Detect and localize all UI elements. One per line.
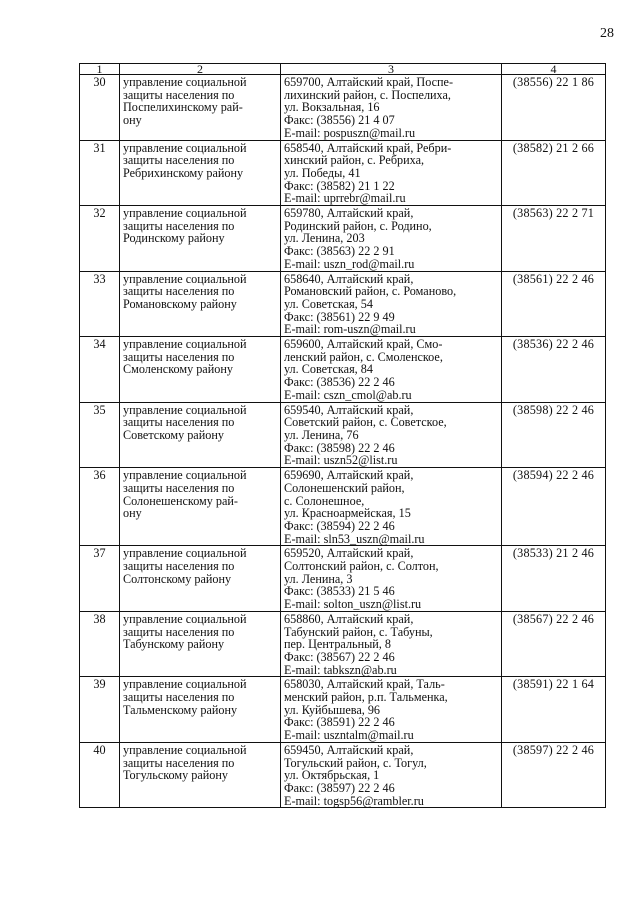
fax-line: Факс: (38597) 22 2 46: [284, 780, 395, 795]
address-line: 658540, Алтайский край, Ребри-: [284, 140, 452, 155]
office-name-line: управление социальной: [123, 611, 247, 626]
phone-cell: (38563) 22 2 71: [502, 206, 606, 272]
table-header-row: [80, 64, 606, 75]
office-name-line: Ребрихинскому району: [123, 165, 244, 180]
row-number: 38: [80, 611, 120, 677]
address-cell: [281, 546, 502, 612]
row-number: 30: [80, 75, 120, 141]
office-name-line: защиты населения по: [123, 153, 235, 168]
phone-cell: (38591) 22 1 64: [502, 677, 606, 743]
office-name-line: защиты населения по: [123, 690, 235, 705]
office-name-line: защиты населения по: [123, 480, 235, 495]
address-line: Табунский район, с. Табуны,: [284, 624, 433, 639]
page-number: 28: [600, 26, 614, 41]
phone-cell: (38567) 22 2 46: [502, 611, 606, 677]
address-cell: [281, 402, 502, 468]
address-line: 658640, Алтайский край,: [284, 271, 414, 286]
email-line: E-mail: togsp56@rambler.ru: [284, 793, 424, 808]
fax-line: Факс: (38582) 21 1 22: [284, 178, 395, 193]
table-row: [80, 271, 606, 337]
address-line: Советский район, с. Советское,: [284, 415, 447, 430]
phone-cell: (38556) 22 1 86: [502, 75, 606, 141]
fax-line: Факс: (38591) 22 2 46: [284, 715, 395, 730]
office-name-line: управление социальной: [123, 546, 247, 561]
office-name-cell: [120, 337, 281, 403]
table-row: [80, 677, 606, 743]
address-line: 659700, Алтайский край, Поспе-: [284, 75, 454, 89]
address-line: ул. Куйбышева, 96: [284, 702, 381, 717]
office-name-line: ону: [123, 506, 142, 521]
office-name-line: управление социальной: [123, 337, 247, 352]
email-line: E-mail: uszntalm@mail.ru: [284, 728, 414, 743]
office-name-line: Солонешенскому рай-: [123, 493, 238, 508]
row-number: 35: [80, 402, 120, 468]
phone-cell: (38594) 22 2 46: [502, 468, 606, 546]
office-name-line: ону: [123, 113, 142, 128]
office-name-line: управление социальной: [123, 75, 247, 89]
column-header-1: 1: [80, 64, 120, 75]
email-line: E-mail: rom-uszn@mail.ru: [284, 322, 416, 337]
address-line: ул. Ленина, 203: [284, 231, 365, 246]
email-line: E-mail: sln53_uszn@mail.ru: [284, 531, 425, 546]
office-name-line: управление социальной: [123, 677, 247, 692]
row-number: 34: [80, 337, 120, 403]
address-line: 659450, Алтайский край,: [284, 742, 414, 757]
fax-line: Факс: (38533) 21 5 46: [284, 584, 395, 599]
office-name-line: Советскому району: [123, 427, 224, 442]
table-row: [80, 140, 606, 206]
office-name-line: защиты населения по: [123, 755, 235, 770]
office-name-cell: [120, 75, 281, 141]
address-cell: [281, 140, 502, 206]
address-line: ул. Октябрьская, 1: [284, 768, 380, 783]
fax-line: Факс: (38561) 22 9 49: [284, 309, 395, 324]
office-name-cell: [120, 677, 281, 743]
column-header-2: 2: [120, 64, 281, 75]
address-line: 658860, Алтайский край,: [284, 611, 414, 626]
address-line: с. Солонешное,: [284, 493, 365, 508]
address-line: 659690, Алтайский край,: [284, 468, 414, 483]
fax-line: Факс: (38563) 22 2 91: [284, 244, 395, 259]
social-protection-offices-table: [79, 63, 606, 808]
address-line: 659520, Алтайский край,: [284, 546, 414, 561]
fax-line: Факс: (38598) 22 2 46: [284, 440, 395, 455]
office-name-cell: [120, 206, 281, 272]
email-line: E-mail: tabkszn@ab.ru: [284, 662, 397, 677]
address-line: ул. Ленина, 76: [284, 427, 359, 442]
column-header-3: 3: [281, 64, 502, 75]
address-line: ленский район, с. Смоленское,: [284, 349, 443, 364]
row-number: 33: [80, 271, 120, 337]
office-name-line: защиты населения по: [123, 87, 235, 102]
office-name-line: защиты населения по: [123, 624, 235, 639]
address-line: хинский район, с. Ребриха,: [284, 153, 425, 168]
table-row: [80, 75, 606, 141]
table-row: [80, 611, 606, 677]
office-name-line: Табунскому району: [123, 637, 225, 652]
address-cell: [281, 206, 502, 272]
row-number: 36: [80, 468, 120, 546]
table-body: [80, 75, 606, 808]
phone-cell: (38582) 21 2 66: [502, 140, 606, 206]
address-cell: [281, 75, 502, 141]
email-line: E-mail: uszn_rod@mail.ru: [284, 256, 415, 271]
address-cell: [281, 337, 502, 403]
address-line: ул. Советская, 54: [284, 296, 373, 311]
fax-line: Факс: (38567) 22 2 46: [284, 649, 395, 664]
email-line: E-mail: uprrebr@mail.ru: [284, 191, 406, 206]
address-line: ул. Советская, 84: [284, 362, 373, 377]
address-line: менский район, р.п. Тальменка,: [284, 690, 448, 705]
address-line: Тогульский район, с. Тогул,: [284, 755, 427, 770]
office-name-line: Романовскому району: [123, 296, 237, 311]
address-cell: [281, 271, 502, 337]
fax-line: Факс: (38536) 22 2 46: [284, 375, 395, 390]
office-name-line: управление социальной: [123, 468, 247, 483]
office-name-cell: [120, 742, 281, 808]
office-name-line: управление социальной: [123, 206, 247, 221]
address-line: ул. Вокзальная, 16: [284, 100, 380, 115]
table-row: [80, 546, 606, 612]
address-cell: [281, 677, 502, 743]
office-name-line: управление социальной: [123, 140, 247, 155]
office-name-cell: [120, 402, 281, 468]
column-header-4: 4: [502, 64, 606, 75]
office-name-line: Солтонскому району: [123, 571, 232, 586]
table-row: [80, 468, 606, 546]
office-name-line: управление социальной: [123, 402, 247, 417]
email-line: E-mail: uszn52@list.ru: [284, 453, 398, 468]
email-line: E-mail: cszn_cmol@ab.ru: [284, 387, 412, 402]
office-name-cell: [120, 271, 281, 337]
row-number: 39: [80, 677, 120, 743]
fax-line: Факс: (38556) 21 4 07: [284, 113, 395, 128]
office-name-line: управление социальной: [123, 271, 247, 286]
address-cell: [281, 468, 502, 546]
office-name-line: Тогульскому району: [123, 768, 228, 783]
address-line: Романовский район, с. Романово,: [284, 284, 457, 299]
address-line: 659780, Алтайский край,: [284, 206, 414, 221]
address-line: пер. Центральный, 8: [284, 637, 391, 652]
table-row: [80, 337, 606, 403]
office-name-line: защиты населения по: [123, 415, 235, 430]
office-name-line: Родинскому району: [123, 231, 225, 246]
address-line: Солонешенский район,: [284, 480, 405, 495]
office-name-line: защиты населения по: [123, 559, 235, 574]
table-row: [80, 206, 606, 272]
address-cell: [281, 611, 502, 677]
row-number: 40: [80, 742, 120, 808]
address-line: Солтонский район, с. Солтон,: [284, 559, 439, 574]
address-cell: [281, 742, 502, 808]
office-name-cell: [120, 611, 281, 677]
address-line: 659600, Алтайский край, Смо-: [284, 337, 443, 352]
office-name-line: защиты населения по: [123, 284, 235, 299]
office-name-line: Поспелихинскому рай-: [123, 100, 243, 115]
fax-line: Факс: (38594) 22 2 46: [284, 518, 395, 533]
address-line: ул. Красноармейская, 15: [284, 506, 411, 521]
phone-cell: (38598) 22 2 46: [502, 402, 606, 468]
phone-cell: (38536) 22 2 46: [502, 337, 606, 403]
address-line: 658030, Алтайский край, Таль-: [284, 677, 445, 692]
phone-cell: (38561) 22 2 46: [502, 271, 606, 337]
address-line: 659540, Алтайский край,: [284, 402, 414, 417]
row-number: 37: [80, 546, 120, 612]
office-name-cell: [120, 546, 281, 612]
address-line: ул. Ленина, 3: [284, 571, 353, 586]
email-line: E-mail: pospuszn@mail.ru: [284, 125, 416, 140]
row-number: 32: [80, 206, 120, 272]
office-name-line: управление социальной: [123, 742, 247, 757]
address-line: лихинский район, с. Поспелиха,: [284, 87, 451, 102]
phone-cell: (38597) 22 2 46: [502, 742, 606, 808]
address-line: Родинский район, с. Родино,: [284, 218, 432, 233]
phone-cell: (38533) 21 2 46: [502, 546, 606, 612]
email-line: E-mail: solton_uszn@list.ru: [284, 597, 422, 612]
office-name-line: Смоленскому району: [123, 362, 233, 377]
row-number: 31: [80, 140, 120, 206]
office-name-cell: [120, 468, 281, 546]
office-name-line: Тальменскому району: [123, 702, 238, 717]
table-row: [80, 742, 606, 808]
office-name-line: защиты населения по: [123, 218, 235, 233]
office-name-line: защиты населения по: [123, 349, 235, 364]
address-line: ул. Победы, 41: [284, 165, 361, 180]
table-row: [80, 402, 606, 468]
office-name-cell: [120, 140, 281, 206]
